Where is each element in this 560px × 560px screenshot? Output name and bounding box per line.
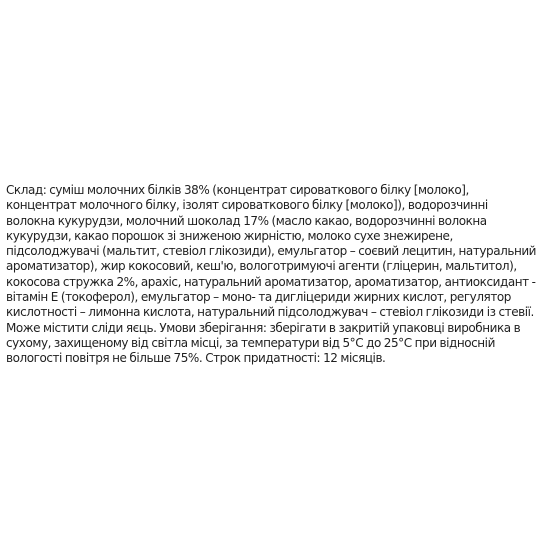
text-line: вітамін Е (токоферол), емульгатор – моно- та дигліцериди жирних кислот, регулятор	[6, 290, 511, 305]
text-line: кокосова стружка 2%, арахіс, натуральний ароматизатор, ароматизатор, антиоксидант -	[6, 274, 536, 289]
text-line: концентрат молочного білку, ізолят сироваткового білку [молоко]), водорозчинні	[6, 198, 488, 213]
text-line: сухому, захищеному від світла місці, за температури від 5°С до 25°С при відносній	[6, 335, 495, 350]
text-line: Склад: суміш молочних білків 38% (концентрат сироваткового білку [молоко],	[6, 183, 469, 197]
text-line: кислотності – лимонна кислота, натуральний підсолоджувач – стевіол глікозиди із стевії.	[6, 305, 534, 320]
text-line: вологості повітря не більше 75%. Строк придатності: 12 місяців.	[6, 351, 386, 366]
text-line: кукурудзи, какао порошок зі зниженою жирністю, молоко сухе знежирене,	[6, 228, 453, 243]
text-line: Може містити сліди яєць. Умови зберігання: зберігати в закритій упаковці виробника в	[6, 320, 521, 335]
text-line: ароматизатор), жир кокосовий, кеш'ю, вологотримуючі агенти (гліцерин, мальтитол),	[6, 259, 517, 274]
text-line: волокна кукурудзи, молочний шоколад 17% (масло какао, водорозчинні волокна	[6, 213, 487, 228]
text-line: підсолоджувачі (мальтит, стевіол глікозиди), емульгатор – соєвий лецитин, натуральний	[6, 244, 537, 259]
ingredients-text	[6, 183, 551, 367]
